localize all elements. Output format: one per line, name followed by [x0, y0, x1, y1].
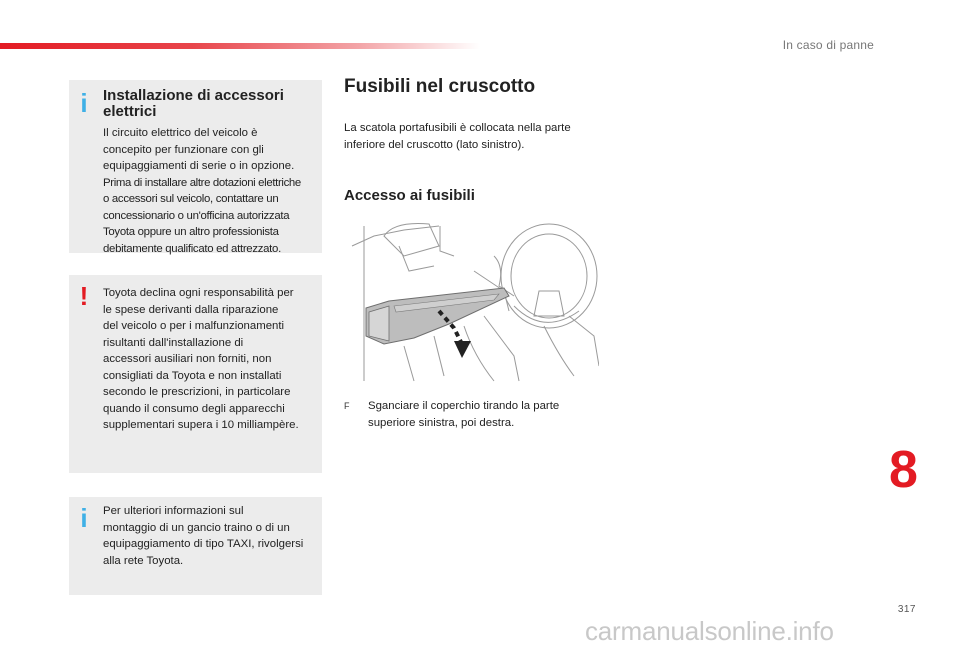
warning-box	[69, 275, 322, 473]
page-number: 317	[897, 604, 916, 615]
step-instruction: F Sganciare il coperchio tirando la parte superiore sinistra, poi destra.	[344, 400, 560, 429]
towing-info-box	[69, 497, 322, 595]
accessories-box-title: Installazione di accessori elettrici	[103, 87, 284, 120]
accessories-box-text: Il circuito elettrico del veicolo è concepito per funzionare con gli equipaggiamenti di serie o in opzione. Prima di installare altre dotazioni elettriche o accessori sul veicolo, contattare un concessionario o un'officina autorizzata Toyota oppure un altro professionista debitamente qualificato ed attrezzato.	[103, 127, 301, 255]
step-bullet: F	[344, 401, 350, 411]
towing-box-text: Per ulteriori informazioni sul montaggio di un gancio traino o di un equipaggiamento di tipo TAXI, rivolgersi alla rete Toyota.	[103, 505, 304, 567]
dashboard-fusebox-illustration	[344, 216, 599, 386]
info-icon: i	[80, 88, 88, 118]
section-title: In caso di panne	[782, 38, 874, 52]
chapter-number: 8	[889, 441, 918, 499]
accessories-info-box	[69, 80, 322, 253]
intro-paragraph: La scatola portafusibili è collocata nella parte inferiore del cruscotto (lato sinistro).	[344, 122, 571, 151]
warning-icon: !	[79, 281, 89, 311]
page-title: Fusibili nel cruscotto	[344, 76, 536, 97]
fuse-access-heading: Accesso ai fusibili	[344, 187, 475, 204]
warning-box-text: Toyota declina ogni responsabilità per le spese derivanti dalla riparazione del veicolo o per i malfunzionamenti risultanti dall'installazione di accessori ausiliari non forniti, non consigliati da Toyota e non installati secondo le prescrizioni, in particolare quando il consumo degli apparecchi supplementari supera i 10 milliampère.	[103, 287, 299, 431]
info-icon: i	[80, 503, 88, 533]
header-accent-bar	[0, 43, 480, 49]
watermark: carmanualsonline.info	[585, 616, 834, 646]
